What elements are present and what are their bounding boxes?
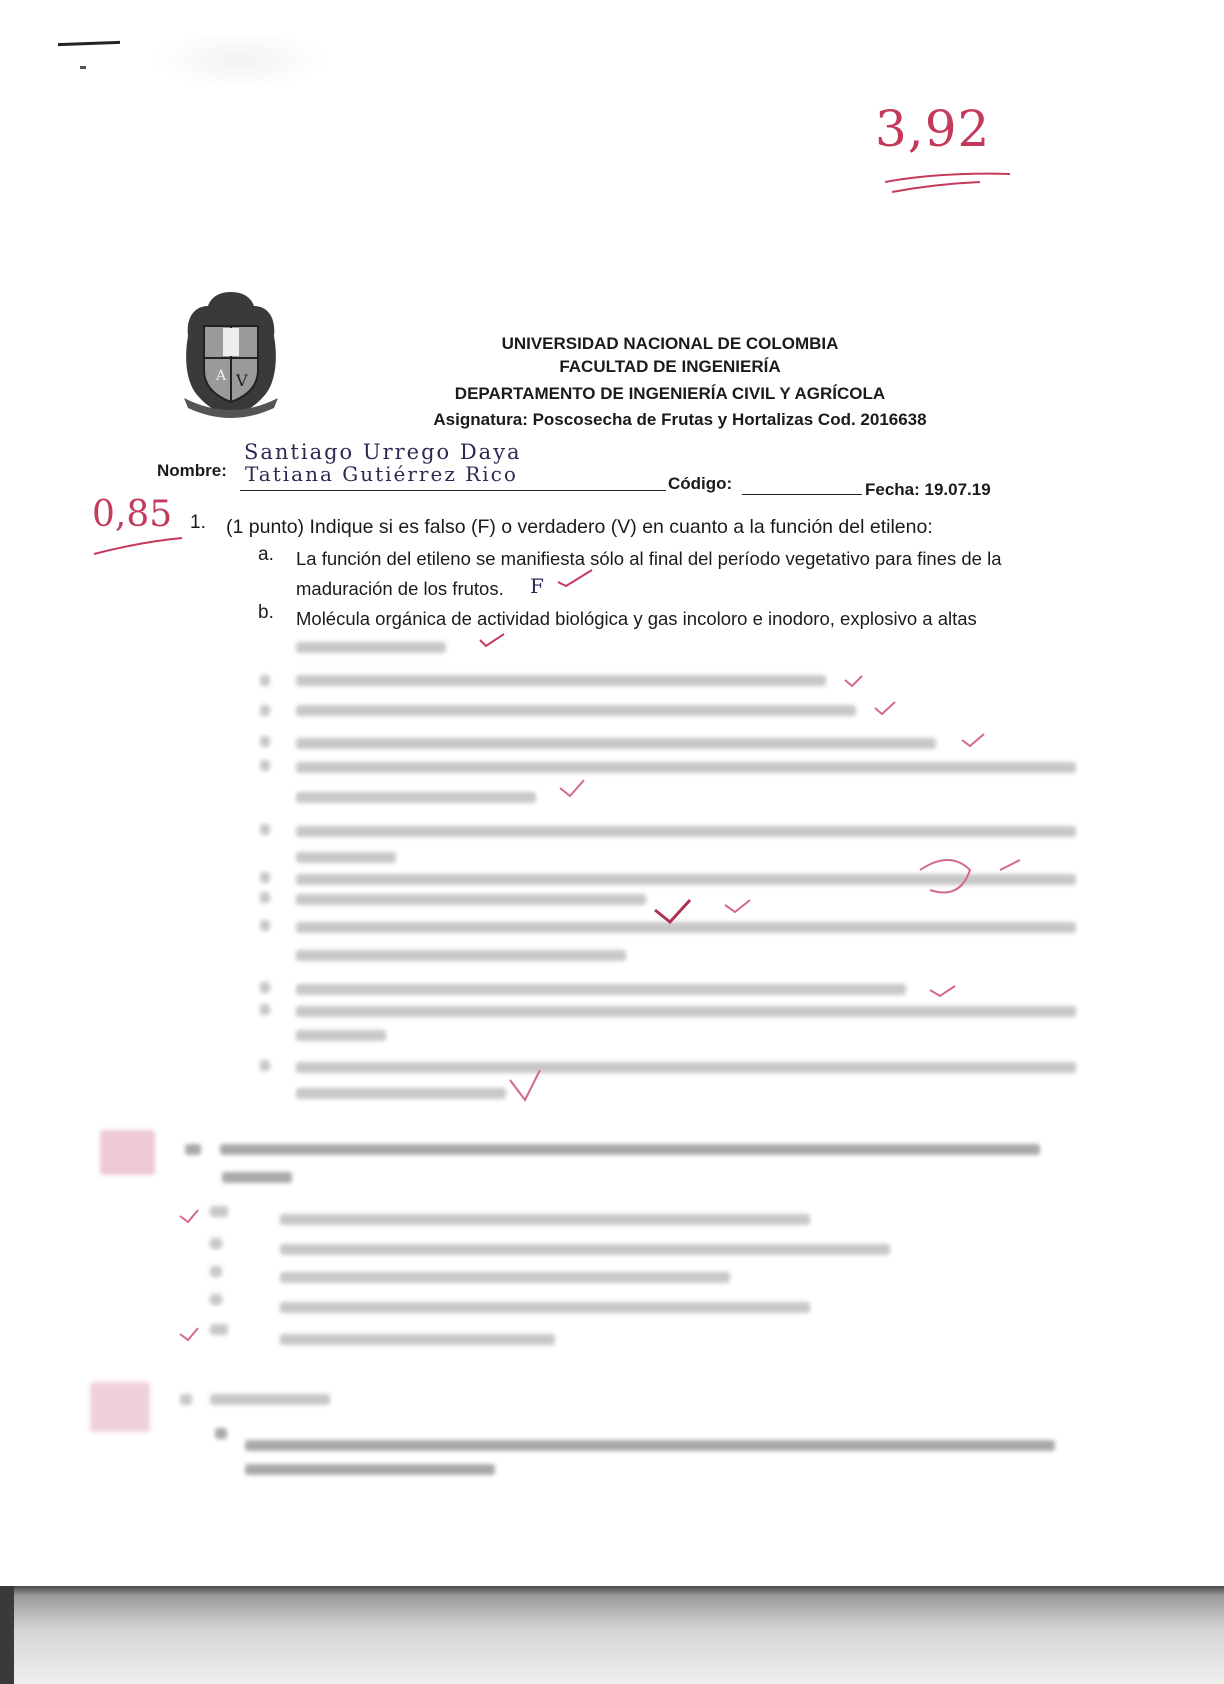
svg-text:A: A (216, 368, 227, 384)
blurred-text (260, 982, 270, 993)
blurred-text (280, 1244, 890, 1255)
grading-marks (170, 1196, 240, 1346)
item-b-letter: b. (258, 602, 274, 623)
blurred-text (260, 760, 270, 771)
grade-underline (880, 160, 1020, 200)
department-name: DEPARTAMENTO DE INGENIERÍA CIVIL Y AGRÍCOLA (454, 384, 886, 403)
blurred-text (260, 920, 270, 931)
blurred-text (260, 872, 270, 883)
question3-score-blur (90, 1382, 150, 1432)
blurred-text (280, 1334, 555, 1345)
university-seal-logo (176, 288, 286, 423)
blurred-text (296, 642, 446, 653)
scan-mark (80, 66, 86, 69)
scan-edge-shadow (0, 1586, 1224, 1684)
question1-text: (1 punto) Indique si es falso (F) o verdadero (V) en cuanto a la función del etileno: (226, 516, 933, 538)
blurred-text (185, 1144, 201, 1155)
blurred-text (260, 1060, 270, 1071)
item-b-line1: Molécula orgánica de actividad biológica y gas incoloro e inodoro, explosivo a altas (296, 608, 977, 629)
blurred-text (260, 705, 270, 716)
grading-marks (500, 660, 1120, 1110)
blurred-text (260, 675, 270, 686)
question1-number: 1. (190, 512, 206, 533)
course-title: Asignatura: Poscosecha de Frutas y Hortalizas Cod. 2016638 (433, 410, 927, 429)
check-mark (556, 566, 596, 588)
check-mark (478, 630, 508, 650)
blurred-text (180, 1394, 192, 1405)
faculty-name: FACULTAD DE INGENIERÍA (559, 357, 781, 376)
codigo-label: Código: (668, 474, 733, 493)
blurred-text (260, 736, 270, 747)
blurred-text (296, 1088, 506, 1099)
nombre-label: Nombre: (157, 461, 227, 480)
blurred-text (280, 1272, 730, 1283)
fecha-label: Fecha: 19.07.19 (865, 480, 991, 499)
blurred-text (215, 1428, 227, 1439)
codigo-line (742, 494, 862, 495)
blurred-text (260, 892, 270, 903)
bleed-through (150, 30, 330, 90)
blurred-text (260, 1004, 270, 1015)
item-a-answer: F (530, 574, 544, 598)
blurred-text (296, 1030, 386, 1041)
item-a-line2: maduración de los frutos. (296, 578, 504, 599)
question1-score: 0,85 (92, 494, 173, 535)
nombre-line (240, 490, 666, 491)
blurred-text (280, 1302, 810, 1313)
blurred-text (280, 1214, 810, 1225)
scan-edge-band (0, 1586, 14, 1684)
svg-text:V: V (236, 371, 248, 390)
blurred-text (220, 1144, 1040, 1155)
blurred-text (245, 1464, 495, 1475)
item-a-letter: a. (258, 544, 274, 565)
blurred-text (296, 852, 396, 863)
university-name: UNIVERSIDAD NACIONAL DE COLOMBIA (501, 334, 839, 353)
blurred-text (210, 1394, 330, 1405)
blurred-text (222, 1172, 292, 1183)
score-underline (90, 536, 190, 560)
student-name-2: Tatiana Gutiérrez Rico (245, 462, 518, 486)
question2-score-blur (100, 1130, 155, 1175)
blurred-text (260, 824, 270, 835)
total-grade: 3,92 (875, 100, 991, 158)
item-a-line1: La función del etileno se manifiesta sólo al final del período vegetativo para fines de la (296, 548, 1002, 569)
scan-mark (58, 41, 120, 46)
blurred-text (245, 1440, 1055, 1451)
student-name-1: Santiago Urrego Daya (244, 440, 522, 464)
